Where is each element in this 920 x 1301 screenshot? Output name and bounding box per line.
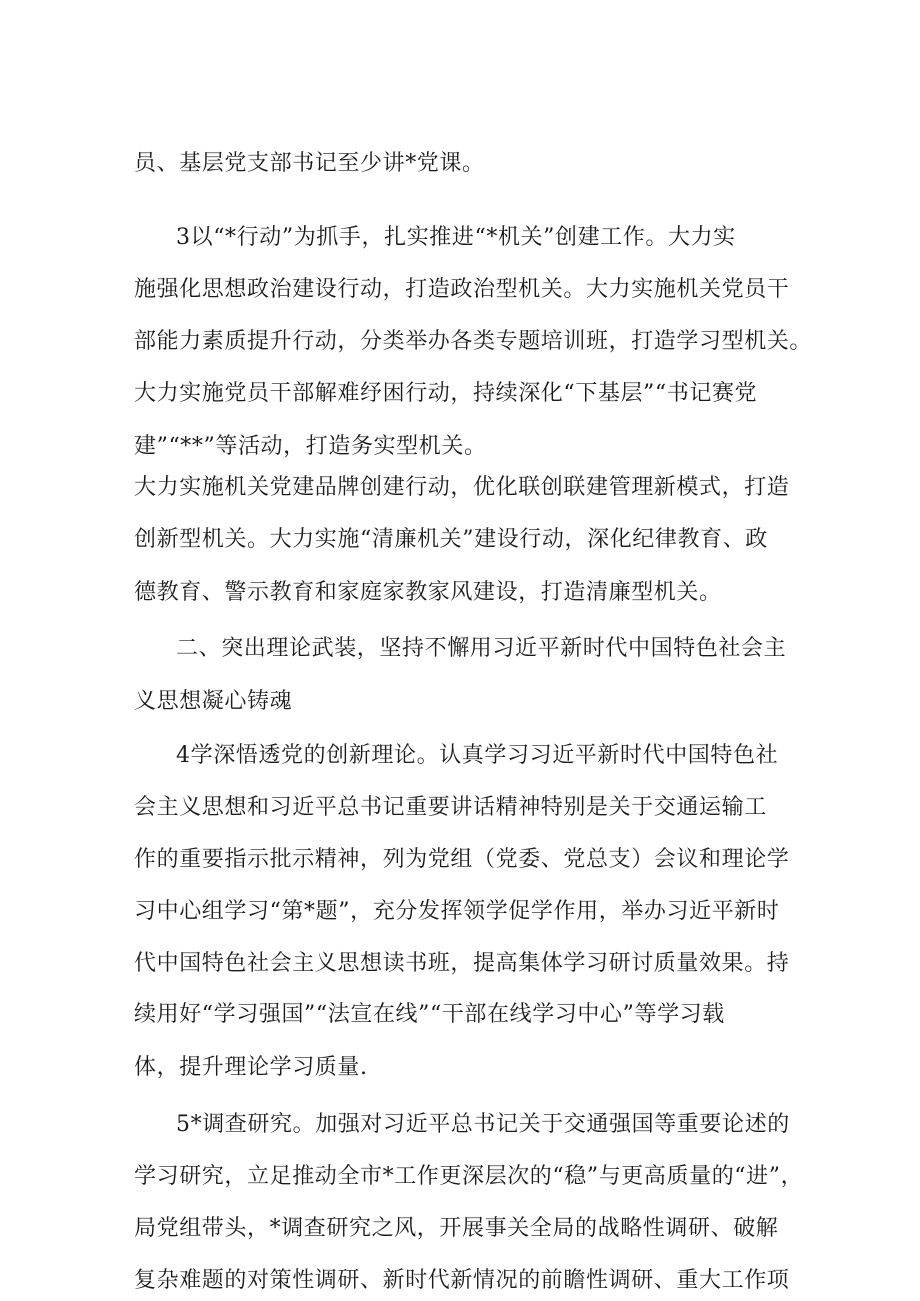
text-line: 学习研究，立足推动全市*工作更深层次的“稳”与更高质量的“进”，: [134, 1164, 804, 1189]
text-line: 会主义思想和习近平总书记重要讲话精神特别是关于交通运输工: [134, 795, 767, 820]
section-heading: 二、突出理论武装，坚持不懈用习近平新时代中国特色社会主: [176, 636, 787, 661]
text-line: 续用好“学习强国”“法宣在线”“干部在线学习中心”等学习载: [134, 1002, 725, 1027]
text-line: 员、基层党支部书记至少讲*党课。: [134, 151, 485, 176]
text-line: 4学深悟透党的创新理论。认真学习习近平新时代中国特色社: [176, 743, 779, 768]
section-heading: 义思想凝心铸魂: [134, 689, 293, 714]
text-line: 3以“*行动”为抓手，扎实推进“*机关”创建工作。大力实: [176, 225, 736, 250]
text-line: 施强化思想政治建设行动，打造政治型机关。大力实施机关党员干: [134, 277, 790, 302]
text-line: 建”“**”等活动，打造务实型机关。: [134, 434, 487, 459]
text-line: 大力实施机关党建品牌创建行动，优化联创联建管理新模式，打造: [134, 475, 790, 500]
text-line: 5*调查研究。加强对习近平总书记关于交通强国等重要论述的: [176, 1112, 790, 1137]
text-line: 部能力素质提升行动，分类举办各类专题培训班，打造学习型机关。: [134, 329, 813, 354]
text-line: 代中国特色社会主义思想读书班，提高集体学习研讨质量效果。持: [134, 951, 790, 976]
text-line: 大力实施党员干部解难纾困行动，持续深化“下基层”“书记赛党: [134, 381, 758, 406]
text-line: 习中心组学习“第*题”，充分发挥领学促学作用，举办习近平新时: [134, 899, 780, 924]
text-line: 作的重要指示批示精神，列为党组（党委、党总支）会议和理论学: [134, 847, 790, 872]
text-line: 复杂难题的对策性调研、新时代新情况的前瞻性调研、重大工作项: [134, 1268, 790, 1293]
text-line: 创新型机关。大力实施“清廉机关”建设行动，深化纪律教育、政: [134, 527, 768, 552]
text-line: 体，提升理论学习质量.: [134, 1055, 368, 1080]
text-line: 局党组带头，*调查研究之风，开展事关全局的战略性调研、破解: [134, 1216, 779, 1241]
text-line: 德教育、警示教育和家庭家教家风建设，打造清廉型机关。: [134, 580, 722, 605]
